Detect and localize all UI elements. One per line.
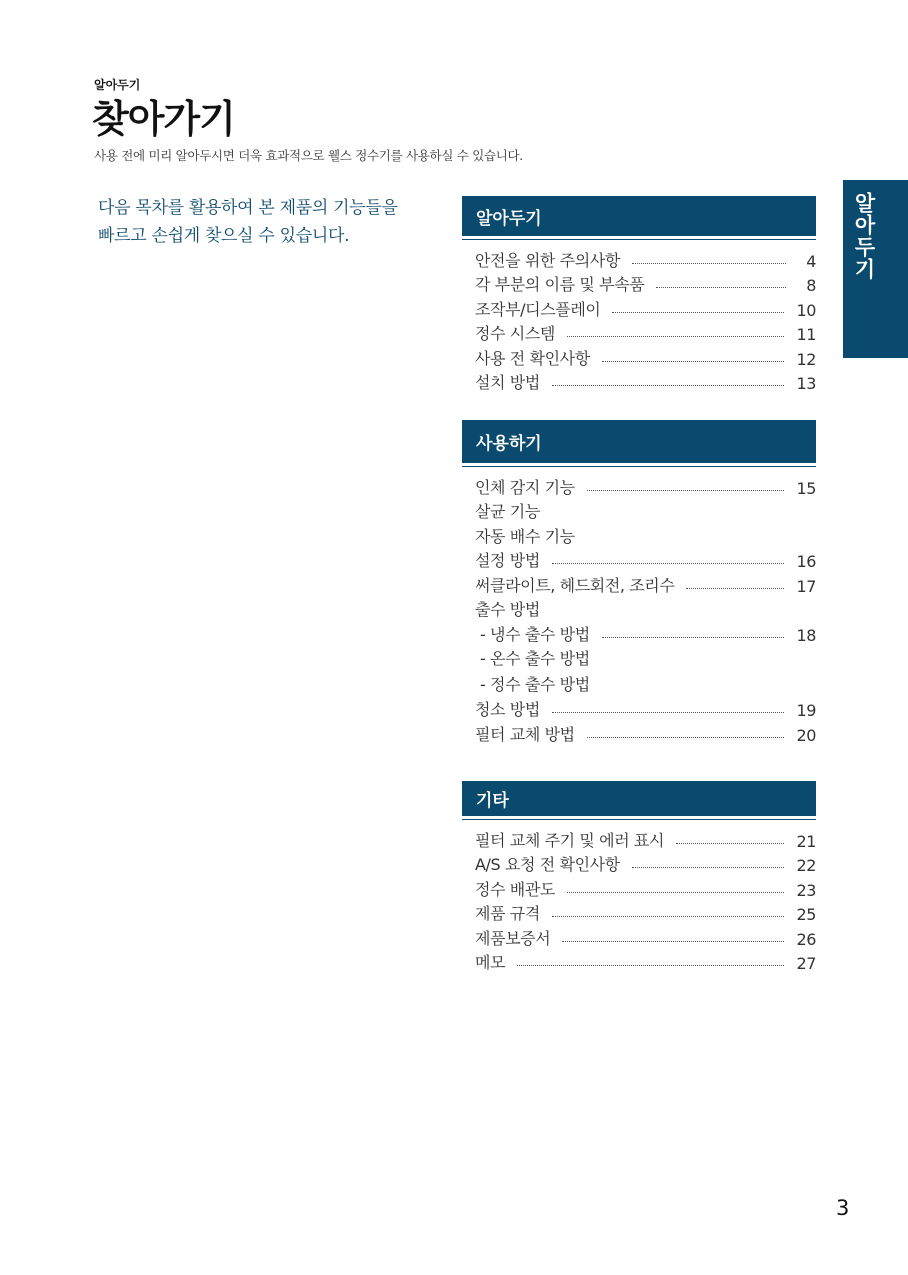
toc-item[interactable]: [475, 246, 816, 271]
toc-item-label: - 냉수 출수 방법: [480, 624, 590, 644]
leader-dots: [552, 712, 785, 713]
leader-dots: [587, 490, 785, 491]
toc-item-label: - 온수 출수 방법: [480, 649, 590, 668]
toc-item-page: 16: [796, 552, 816, 571]
toc-section-basics: [462, 196, 816, 393]
toc-item-page: 4: [806, 251, 816, 271]
toc-subitem[interactable]: [475, 620, 816, 645]
section-kicker: 알아두기: [94, 78, 141, 92]
page-title: 찾아가기: [92, 97, 235, 141]
toc-item-label: 자동 배수 기능: [475, 526, 575, 546]
toc-item-label: 써클라이트, 헤드회전, 조리수: [475, 575, 675, 595]
chapter-side-tab-label: 알아두기: [852, 192, 876, 280]
toc-item-page: 20: [796, 725, 816, 745]
toc-item[interactable]: [475, 522, 816, 547]
toc-item-label: 설정 방법: [475, 551, 540, 570]
toc-item[interactable]: [475, 369, 816, 394]
toc-item[interactable]: [475, 596, 816, 621]
leader-dots: [686, 588, 784, 589]
toc-item-label: 정수 시스템: [475, 324, 555, 343]
toc-item[interactable]: [475, 498, 816, 523]
toc-item-page: 21: [796, 831, 816, 851]
toc-item-label: 조작부/디스플레이: [475, 299, 601, 319]
toc-item-page: 19: [796, 701, 816, 720]
leader-dots: [552, 385, 785, 386]
intro-line-2: 빠르고 손쉽게 찾으실 수 있습니다.: [98, 226, 350, 246]
toc-item-page: 27: [796, 954, 816, 973]
toc-item-label: 청소 방법: [475, 700, 540, 719]
toc-list: [462, 467, 816, 745]
leader-dots: [587, 737, 785, 738]
toc-item[interactable]: [475, 271, 816, 296]
intro-text: [98, 194, 438, 250]
leader-dots: [567, 892, 784, 893]
toc-item[interactable]: [475, 851, 816, 876]
toc-item-page: 13: [796, 374, 816, 393]
toc-item-label: 출수 방법: [475, 600, 540, 619]
toc-subitem[interactable]: [475, 669, 816, 695]
toc-item[interactable]: [475, 875, 816, 900]
toc-item-label: 사용 전 확인사항: [475, 348, 590, 368]
toc-item[interactable]: [475, 720, 816, 745]
leader-dots: [632, 867, 785, 868]
toc-item-page: 25: [796, 905, 816, 924]
toc-item[interactable]: [475, 344, 816, 369]
leader-dots: [562, 941, 784, 942]
page-description: 사용 전에 미리 알아두시면 더욱 효과적으로 웰스 정수기를 사용하실 수 있습니다.: [94, 148, 523, 163]
toc-item-label: 살균 기능: [475, 502, 540, 521]
section-header: 알아두기: [462, 196, 816, 236]
toc-item-page: 17: [796, 576, 816, 596]
toc-item-page: 12: [796, 349, 816, 369]
toc-item-label: 설치 방법: [475, 373, 540, 392]
toc-list: [462, 240, 816, 393]
toc-item-label: A/S 요청 전 확인사항: [475, 855, 620, 874]
toc-item-label: 필터 교체 방법: [475, 724, 575, 744]
leader-dots: [656, 287, 786, 288]
toc-item[interactable]: [475, 900, 816, 925]
toc-item-page: 11: [796, 325, 816, 344]
toc-item[interactable]: [475, 571, 816, 596]
toc-item-label: 제품보증서: [475, 928, 551, 948]
toc-item-label: - 정수 출수 방법: [480, 675, 590, 694]
toc-section-usage: [462, 420, 816, 745]
section-header: 사용하기: [462, 420, 816, 463]
toc-item-label: 필터 교체 주기 및 에러 표시: [475, 830, 665, 850]
toc-section-etc: [462, 781, 816, 973]
toc-item-label: 인체 감지 기능: [475, 477, 575, 497]
toc-item-page: 10: [796, 300, 816, 320]
toc-item-page: 22: [796, 856, 816, 875]
toc-item[interactable]: [475, 320, 816, 345]
toc-item[interactable]: [475, 473, 816, 498]
toc-list: [462, 820, 816, 973]
leader-dots: [552, 916, 785, 917]
leader-dots: [602, 637, 785, 638]
toc-item-page: 18: [796, 625, 816, 645]
toc-item-page: 23: [796, 880, 816, 900]
toc-item[interactable]: [475, 295, 816, 320]
section-header: 기타: [462, 781, 816, 816]
toc-item-label: 안전을 위한 주의사항: [475, 250, 620, 270]
leader-dots: [602, 361, 785, 362]
toc-item[interactable]: [475, 924, 816, 949]
toc-item-label: 각 부분의 이름 및 부속품: [475, 275, 645, 294]
leader-dots: [676, 843, 784, 844]
page-number: 3: [836, 1196, 850, 1220]
toc-item-label: 메모: [475, 953, 506, 972]
chapter-side-tab[interactable]: [843, 180, 908, 358]
toc-item-page: 8: [806, 276, 816, 295]
toc-item-label: 정수 배관도: [475, 879, 555, 899]
toc-item[interactable]: [475, 547, 816, 572]
leader-dots: [612, 312, 784, 313]
toc-item[interactable]: [475, 695, 816, 720]
toc-item-page: 15: [796, 478, 816, 498]
toc-item[interactable]: [475, 826, 816, 851]
toc-item-label: 제품 규격: [475, 904, 540, 923]
toc-item-page: 26: [796, 929, 816, 949]
leader-dots: [517, 965, 784, 966]
intro-line-1: 다음 목차를 활용하여 본 제품의 기능들을: [98, 198, 398, 218]
leader-dots: [552, 563, 785, 564]
leader-dots: [567, 336, 784, 337]
toc-item[interactable]: [475, 949, 816, 974]
toc-subitem[interactable]: [475, 645, 816, 670]
leader-dots: [632, 263, 786, 264]
